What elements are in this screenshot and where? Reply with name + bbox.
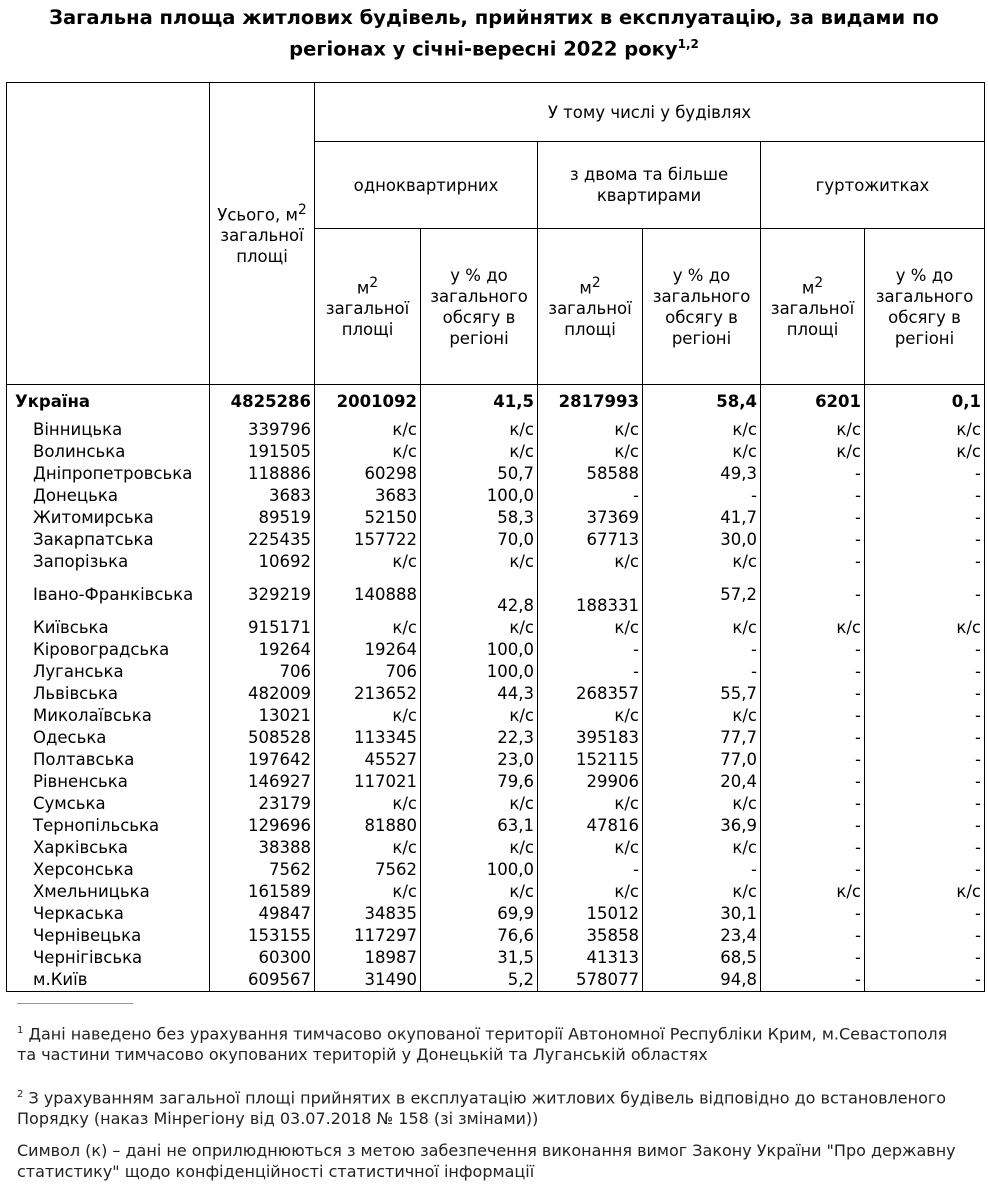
table-cell: к/с: [643, 793, 761, 815]
confidentiality-note: Символ (к) – дані не оприлюднюються з метою забезпечення виконання вимог Закону України "Про державну статистику" щодо конфіденційності статистичної інформації: [17, 1141, 956, 1181]
region-name: Вінницька: [7, 419, 210, 441]
table-cell: 57,2: [643, 573, 761, 617]
table-cell: 118886: [210, 463, 315, 485]
table-cell: 76,6: [421, 925, 538, 947]
table-cell: 50,7: [421, 463, 538, 485]
table-cell: к/с: [421, 837, 538, 859]
table-cell: -: [865, 507, 985, 529]
table-cell: к/с: [315, 617, 421, 639]
table-cell: -: [865, 661, 985, 683]
table-cell: 100,0: [421, 485, 538, 507]
table-cell: -: [538, 639, 643, 661]
table-cell: 5,2: [421, 969, 538, 992]
table-cell: 37369: [538, 507, 643, 529]
table-cell: 161589: [210, 881, 315, 903]
region-name: Чернівецька: [7, 925, 210, 947]
table-cell: -: [643, 859, 761, 881]
table-cell: к/с: [761, 441, 865, 463]
table-cell: -: [761, 507, 865, 529]
region-name: Запорізька: [7, 551, 210, 573]
table-cell: -: [865, 969, 985, 992]
table-cell: 129696: [210, 815, 315, 837]
table-cell: 55,7: [643, 683, 761, 705]
table-cell: к/с: [865, 441, 985, 463]
table-row: [7, 441, 985, 463]
table-cell: 339796: [210, 419, 315, 441]
table-cell: 19264: [315, 639, 421, 661]
table-cell: 100,0: [421, 661, 538, 683]
table-cell: к/с: [315, 551, 421, 573]
table-cell: к/с: [865, 617, 985, 639]
table-cell: 58588: [538, 463, 643, 485]
table-cell: -: [865, 727, 985, 749]
table-cell: 47816: [538, 815, 643, 837]
table-cell: -: [761, 727, 865, 749]
table-cell: 44,3: [421, 683, 538, 705]
table-cell: к/с: [315, 705, 421, 727]
table-cell: -: [761, 837, 865, 859]
table-cell: 38388: [210, 837, 315, 859]
table-cell: -: [761, 683, 865, 705]
table-row: [7, 837, 985, 859]
table-row: [7, 661, 985, 683]
table-row: [7, 859, 985, 881]
table-cell: 609567: [210, 969, 315, 992]
table-cell: к/с: [643, 881, 761, 903]
table-cell: к/с: [538, 837, 643, 859]
table-cell: -: [761, 815, 865, 837]
page-title: [0, 5, 988, 63]
table-cell: 19264: [210, 639, 315, 661]
table-cell: 34835: [315, 903, 421, 925]
table-cell: 18987: [315, 947, 421, 969]
table-cell: -: [865, 639, 985, 661]
dorm-area-header: $м^2$ загальної площі: [761, 229, 865, 385]
table-row: [7, 727, 985, 749]
table-cell: -: [761, 903, 865, 925]
table-row: [7, 947, 985, 969]
ukraine-total-row: Україна 4825286 2001092 41,5 2817993 58,4 6201 0,1: [7, 385, 985, 420]
table-cell: -: [865, 529, 985, 551]
dorm-pct-header: у % до загального обсягу в регіоні: [865, 229, 985, 385]
table-cell: 30,1: [643, 903, 761, 925]
table-cell: 42,8: [421, 573, 538, 617]
table-cell: 29906: [538, 771, 643, 793]
table-cell: -: [865, 551, 985, 573]
table-cell: к/с: [421, 617, 538, 639]
table-cell: к/с: [315, 441, 421, 463]
table-cell: -: [865, 463, 985, 485]
table-cell: к/с: [421, 441, 538, 463]
region-name: Івано-Франківська: [7, 573, 210, 617]
table-cell: -: [865, 947, 985, 969]
table-cell: -: [865, 705, 985, 727]
table-cell: 915171: [210, 617, 315, 639]
footnote-divider: [17, 1003, 133, 1004]
table-row: [7, 705, 985, 727]
table-cell: к/с: [421, 705, 538, 727]
region-name: Херсонська: [7, 859, 210, 881]
table-cell: 49847: [210, 903, 315, 925]
table-cell: 146927: [210, 771, 315, 793]
table-row: [7, 507, 985, 529]
table-row: [7, 771, 985, 793]
table-cell: -: [865, 749, 985, 771]
table-cell: 58,3: [421, 507, 538, 529]
region-name: Дніпропетровська: [7, 463, 210, 485]
table-cell: к/с: [538, 419, 643, 441]
table-cell: -: [643, 639, 761, 661]
table-cell: -: [761, 529, 865, 551]
table-cell: 706: [315, 661, 421, 683]
table-row: [7, 925, 985, 947]
table-cell: к/с: [421, 881, 538, 903]
table-cell: 52150: [315, 507, 421, 529]
table-cell: -: [761, 485, 865, 507]
table-row: [7, 617, 985, 639]
title-line-1: Загальна площа житлових будівель, прийнятих в експлуатацію, за видами по: [49, 6, 939, 29]
table-row: [7, 639, 985, 661]
region-name: Луганська: [7, 661, 210, 683]
region-name: Київська: [7, 617, 210, 639]
table-cell: 49,3: [643, 463, 761, 485]
housing-area-table: [6, 82, 985, 992]
region-name: Львівська: [7, 683, 210, 705]
table-row: [7, 683, 985, 705]
table-cell: -: [865, 573, 985, 617]
table-cell: -: [865, 837, 985, 859]
table-cell: -: [865, 903, 985, 925]
footnote-2: $^2$ З урахуванням загальної площі прийнятих в експлуатацію житлових будівель відповідно до встановленого Порядку (наказ Мінрегіону від 03.07.2018 № 158 (зі змінами)): [17, 1088, 947, 1129]
title-footnote-marks: 1,2: [677, 37, 699, 51]
table-cell: -: [761, 947, 865, 969]
region-name: Хмельницька: [7, 881, 210, 903]
table-cell: 706: [210, 661, 315, 683]
title-line-2: регіонах у січні-вересні 2022 року: [289, 37, 678, 61]
table-cell: 100,0: [421, 639, 538, 661]
table-cell: к/с: [421, 551, 538, 573]
table-cell: 117297: [315, 925, 421, 947]
table-row: [7, 551, 985, 573]
table-cell: -: [538, 661, 643, 683]
table-cell: 188331: [538, 573, 643, 617]
table-cell: к/с: [761, 419, 865, 441]
table-cell: к/с: [421, 419, 538, 441]
table-cell: 113345: [315, 727, 421, 749]
table-cell: -: [761, 859, 865, 881]
table-cell: 23,0: [421, 749, 538, 771]
table-cell: 329219: [210, 573, 315, 617]
table-cell: к/с: [538, 705, 643, 727]
multi-apt-pct-header: у % до загального обсягу в регіоні: [643, 229, 761, 385]
table-cell: 3683: [210, 485, 315, 507]
region-name: Тернопільська: [7, 815, 210, 837]
table-cell: к/с: [538, 617, 643, 639]
table-cell: к/с: [538, 793, 643, 815]
region-name: Волинська: [7, 441, 210, 463]
table-cell: к/с: [643, 441, 761, 463]
table-cell: -: [761, 551, 865, 573]
one-apt-pct-header: у % до загального обсягу в регіоні: [421, 229, 538, 385]
table-cell: 69,9: [421, 903, 538, 925]
table-cell: к/с: [538, 551, 643, 573]
region-name: м.Київ: [7, 969, 210, 992]
table-cell: -: [761, 749, 865, 771]
table-cell: 70,0: [421, 529, 538, 551]
table-cell: -: [761, 661, 865, 683]
table-cell: к/с: [315, 419, 421, 441]
table-cell: к/с: [643, 837, 761, 859]
region-header-cell: [7, 83, 210, 385]
table-cell: 68,5: [643, 947, 761, 969]
table-cell: 7562: [210, 859, 315, 881]
table-cell: -: [865, 485, 985, 507]
table-cell: к/с: [643, 419, 761, 441]
table-cell: 41313: [538, 947, 643, 969]
table-cell: 45527: [315, 749, 421, 771]
table-row: [7, 903, 985, 925]
table-row: [7, 881, 985, 903]
multi-apartment-header: з двома та більше квартирами: [538, 142, 761, 229]
table-cell: -: [865, 771, 985, 793]
region-name: Кіровоградська: [7, 639, 210, 661]
table-cell: 508528: [210, 727, 315, 749]
table-cell: к/с: [315, 881, 421, 903]
table-cell: -: [538, 485, 643, 507]
one-apt-area-header: $м^2$ загальної площі: [315, 229, 421, 385]
dormitory-header: гуртожитках: [761, 142, 985, 229]
table-cell: к/с: [761, 881, 865, 903]
table-cell: 395183: [538, 727, 643, 749]
table-cell: 140888: [315, 573, 421, 617]
table-cell: к/с: [865, 881, 985, 903]
table-cell: -: [761, 639, 865, 661]
table-row: [7, 529, 985, 551]
region-name: Донецька: [7, 485, 210, 507]
region-name: Житомирська: [7, 507, 210, 529]
table-row: [7, 749, 985, 771]
table-cell: 67713: [538, 529, 643, 551]
table-cell: -: [761, 793, 865, 815]
table-cell: -: [761, 925, 865, 947]
region-name: Рівненська: [7, 771, 210, 793]
table-cell: -: [761, 771, 865, 793]
table-cell: 268357: [538, 683, 643, 705]
table-cell: 13021: [210, 705, 315, 727]
table-cell: 153155: [210, 925, 315, 947]
table-row: [7, 419, 985, 441]
table-cell: 60300: [210, 947, 315, 969]
table-row: [7, 485, 985, 507]
table-cell: -: [761, 705, 865, 727]
table-cell: -: [865, 793, 985, 815]
table-cell: 3683: [315, 485, 421, 507]
group-header: У тому числі у будівлях: [315, 83, 985, 142]
table-cell: -: [538, 859, 643, 881]
table-cell: 23179: [210, 793, 315, 815]
table-cell: 30,0: [643, 529, 761, 551]
region-name: Закарпатська: [7, 529, 210, 551]
table-cell: 213652: [315, 683, 421, 705]
multi-apt-area-header: $м^2$ загальної площі: [538, 229, 643, 385]
table-cell: 63,1: [421, 815, 538, 837]
region-name: Черкаська: [7, 903, 210, 925]
table-cell: 23,4: [643, 925, 761, 947]
table-cell: -: [761, 463, 865, 485]
table-cell: 77,0: [643, 749, 761, 771]
table-cell: 15012: [538, 903, 643, 925]
table-row: [7, 969, 985, 992]
table-cell: -: [643, 485, 761, 507]
table-cell: к/с: [761, 617, 865, 639]
table-cell: 191505: [210, 441, 315, 463]
table-cell: -: [761, 969, 865, 992]
table-cell: -: [865, 925, 985, 947]
table-cell: 152115: [538, 749, 643, 771]
table-cell: 22,3: [421, 727, 538, 749]
table-cell: к/с: [421, 793, 538, 815]
table-cell: 94,8: [643, 969, 761, 992]
table-cell: 7562: [315, 859, 421, 881]
table-cell: к/с: [315, 793, 421, 815]
table-cell: к/с: [538, 881, 643, 903]
table-cell: к/с: [643, 617, 761, 639]
table-cell: к/с: [538, 441, 643, 463]
table-cell: 157722: [315, 529, 421, 551]
table-cell: 36,9: [643, 815, 761, 837]
region-name: Сумська: [7, 793, 210, 815]
table-cell: к/с: [643, 705, 761, 727]
table-cell: 578077: [538, 969, 643, 992]
table-cell: -: [643, 661, 761, 683]
table-row: [7, 463, 985, 485]
one-apartment-header: одноквартирних: [315, 142, 538, 229]
region-name: Полтавська: [7, 749, 210, 771]
region-name: Чернігівська: [7, 947, 210, 969]
table-cell: к/с: [315, 837, 421, 859]
table-cell: 81880: [315, 815, 421, 837]
table-cell: -: [865, 683, 985, 705]
table-cell: 10692: [210, 551, 315, 573]
table-cell: -: [865, 815, 985, 837]
table-cell: 77,7: [643, 727, 761, 749]
table-row: [7, 793, 985, 815]
table-cell: к/с: [643, 551, 761, 573]
table-cell: 31,5: [421, 947, 538, 969]
table-row: [7, 573, 985, 617]
table-cell: 117021: [315, 771, 421, 793]
table-cell: 482009: [210, 683, 315, 705]
region-name: Миколаївська: [7, 705, 210, 727]
table-cell: 35858: [538, 925, 643, 947]
table-cell: 60298: [315, 463, 421, 485]
region-name: Одеська: [7, 727, 210, 749]
footnote-1: $^1$ Дані наведено без урахування тимчасово окупованої території Автономної Республіки Крим, м.Севастополя та частини тимчасово окупованих територій у Донецькій та Луганській областях: [17, 1024, 948, 1065]
table-cell: 89519: [210, 507, 315, 529]
table-cell: 31490: [315, 969, 421, 992]
table-cell: -: [761, 573, 865, 617]
total-header: Усього, $м^2$ загальної площі: [210, 83, 315, 385]
table-cell: 79,6: [421, 771, 538, 793]
table-cell: 41,7: [643, 507, 761, 529]
table-cell: к/с: [865, 419, 985, 441]
table-row: [7, 815, 985, 837]
table-cell: 225435: [210, 529, 315, 551]
table-cell: 100,0: [421, 859, 538, 881]
table-cell: 197642: [210, 749, 315, 771]
table-cell: -: [865, 859, 985, 881]
region-name: Харківська: [7, 837, 210, 859]
table-cell: 20,4: [643, 771, 761, 793]
